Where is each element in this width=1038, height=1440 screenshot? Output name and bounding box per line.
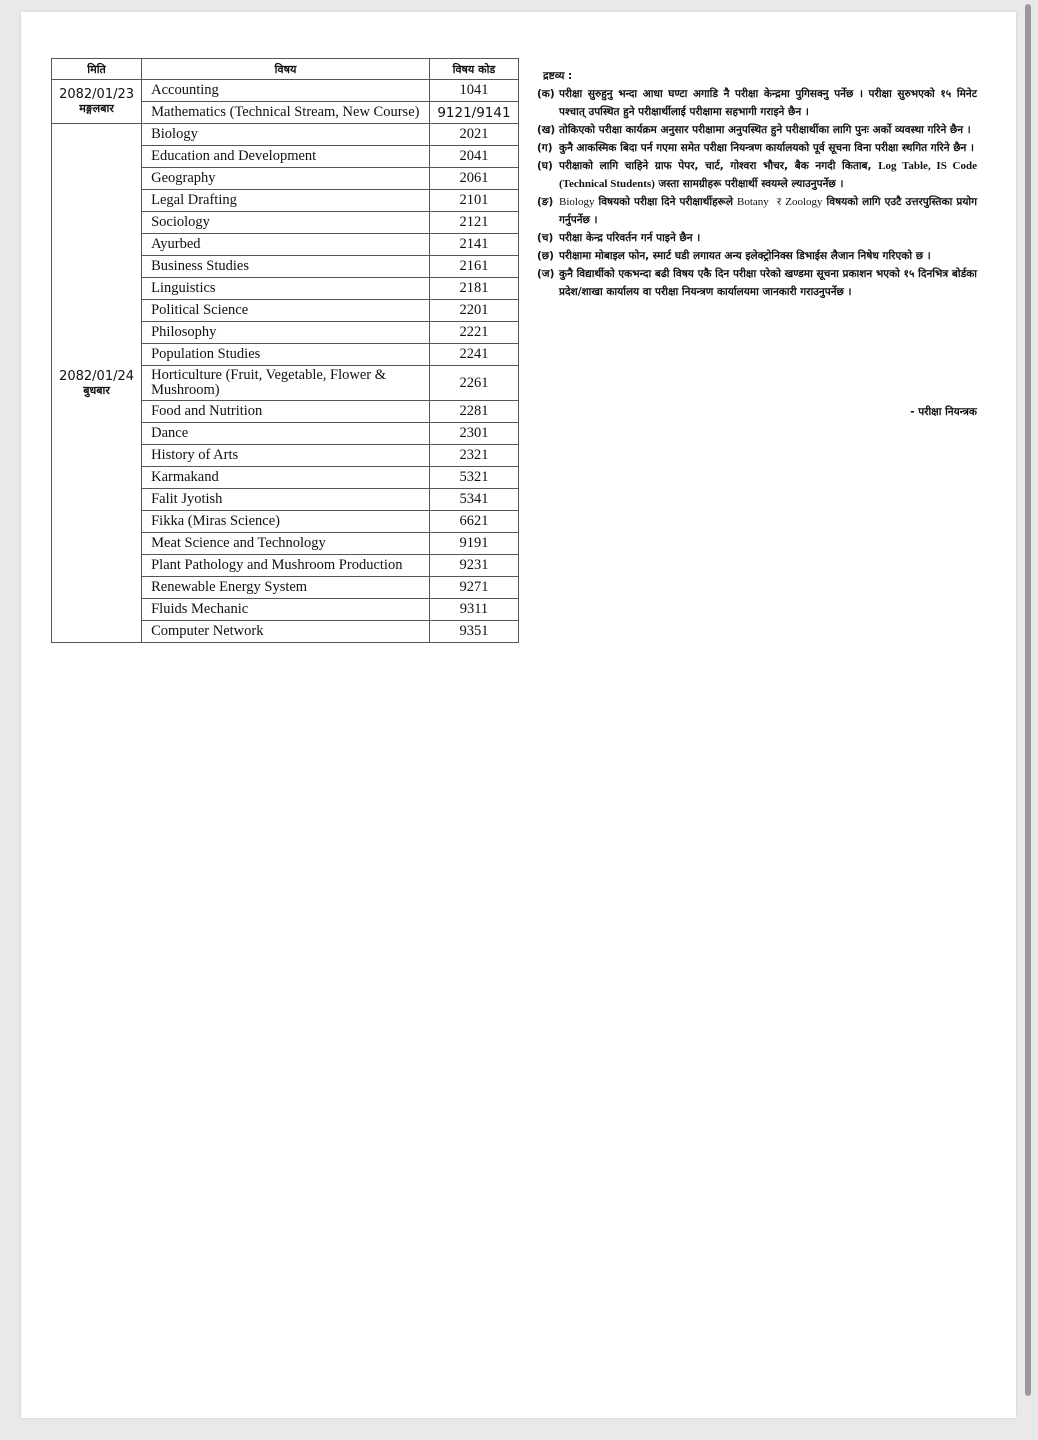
- subject-cell: Karmakand: [142, 467, 430, 489]
- note-item: [537, 85, 977, 121]
- note-text: कुनै विद्यार्थीको एकभन्दा बढी विषय एकै दिन परीक्षा परेको खण्डमा सूचना प्रकाशन भएको १५ दिनभित्र बोर्डका प्रदेश/शाखा कार्यालय वा परीक्षा नियन्त्रण कार्यालयमा जानकारी गराउनुपर्नेछ ।: [559, 268, 977, 298]
- schedule-group-1: [52, 80, 519, 124]
- code-cell: 9351: [429, 621, 518, 643]
- header-code: विषय कोड: [429, 59, 518, 80]
- subject-cell: Population Studies: [142, 344, 430, 366]
- note-item: [537, 139, 977, 157]
- note-text: कुनै आकस्मिक बिदा पर्न गएमा समेत परीक्षा नियन्त्रण कार्यालयको पूर्व सूचना विना परीक्षा स्थगित गरिने छैन ।: [559, 142, 975, 154]
- subject-cell: Meat Science and Technology: [142, 533, 430, 555]
- subject-cell: History of Arts: [142, 445, 430, 467]
- subject-cell: Legal Drafting: [142, 190, 430, 212]
- code-cell: 6621: [429, 511, 518, 533]
- subject-cell: Accounting: [142, 80, 430, 102]
- note-label: (ज): [537, 268, 555, 280]
- note-item: [537, 193, 977, 229]
- subject-cell: Computer Network: [142, 621, 430, 643]
- subject-cell: Business Studies: [142, 256, 430, 278]
- note-label: (घ): [537, 160, 553, 172]
- code-cell: 2141: [429, 234, 518, 256]
- date-cell: [52, 80, 142, 124]
- note-text-botany: Botany: [737, 196, 769, 208]
- note-label: (च): [537, 232, 554, 244]
- day-value: मङ्गलबार: [79, 102, 114, 115]
- code-cell: 5341: [429, 489, 518, 511]
- note-text-part: विषयको परीक्षा दिने परीक्षार्थीहरूले: [598, 196, 733, 208]
- subject-cell: Sociology: [142, 212, 430, 234]
- date-value: 2082/01/23: [59, 87, 135, 102]
- note-item: [537, 265, 977, 301]
- subject-cell: Fikka (Miras Science): [142, 511, 430, 533]
- note-text: [559, 157, 977, 193]
- notes-heading: द्रष्टव्य :: [543, 70, 573, 82]
- subject-cell: Education and Development: [142, 146, 430, 168]
- code-cell: 2281: [429, 401, 518, 423]
- note-text: [559, 193, 977, 229]
- subject-cell: Plant Pathology and Mushroom Production: [142, 555, 430, 577]
- schedule-group-2: [52, 124, 519, 643]
- code-cell: 9121/9141: [429, 102, 518, 124]
- code-cell: 2181: [429, 278, 518, 300]
- note-item: [537, 247, 977, 265]
- note-label: (ग): [537, 142, 553, 154]
- subject-cell: Horticulture (Fruit, Vegetable, Flower & Mushroom): [142, 366, 430, 401]
- note-text-biology: Biology: [559, 196, 595, 208]
- code-cell: 2101: [429, 190, 518, 212]
- code-cell: 9271: [429, 577, 518, 599]
- note-item: [537, 121, 977, 139]
- note-item: [537, 157, 977, 193]
- table-header-row: [52, 59, 519, 80]
- note-text: तोकिएको परीक्षा कार्यक्रम अनुसार परीक्षामा अनुपस्थित हुने परीक्षार्थीका लागि पुनः अर्को व्यवस्था गरिने छैन ।: [559, 124, 971, 136]
- note-text: परीक्षा केन्द्र परिवर्तन गर्न पाइने छैन ।: [559, 232, 701, 244]
- note-label: (क): [537, 88, 555, 100]
- scrollbar[interactable]: [1024, 4, 1032, 1400]
- subject-cell: Linguistics: [142, 278, 430, 300]
- code-cell: 2301: [429, 423, 518, 445]
- subject-cell: Mathematics (Technical Stream, New Course): [142, 102, 430, 124]
- table-row: [52, 80, 519, 102]
- note-label: (ख): [537, 124, 556, 136]
- subject-cell: Falit Jyotish: [142, 489, 430, 511]
- subject-cell: Food and Nutrition: [142, 401, 430, 423]
- code-cell: 2161: [429, 256, 518, 278]
- code-cell: 2261: [429, 366, 518, 401]
- table-row: [52, 124, 519, 146]
- day-value: बुधबार: [83, 383, 110, 397]
- note-text: परीक्षामा मोबाइल फोन, स्मार्ट घडी लगायत अन्य इलेक्ट्रोनिक्स डिभाईस लैजान निषेध गरिएको छ ।: [559, 250, 931, 262]
- code-cell: 2121: [429, 212, 518, 234]
- subject-cell: Political Science: [142, 300, 430, 322]
- note-text-zoology: Zoology: [785, 196, 823, 208]
- code-cell: 2221: [429, 322, 518, 344]
- subject-cell: Renewable Energy System: [142, 577, 430, 599]
- code-cell: 2041: [429, 146, 518, 168]
- subject-cell: Ayurbed: [142, 234, 430, 256]
- code-cell: 2201: [429, 300, 518, 322]
- signature: - परीक्षा नियन्त्रक: [910, 406, 977, 418]
- note-text-part: विषयको लागि एउटै उत्तरपुस्तिका प्रयोग गर्नुपर्नेछ ।: [559, 196, 978, 226]
- header-subject: विषय: [142, 59, 430, 80]
- code-cell: 2321: [429, 445, 518, 467]
- subject-cell: Dance: [142, 423, 430, 445]
- code-cell: 1041: [429, 80, 518, 102]
- code-cell: 2241: [429, 344, 518, 366]
- code-cell: 2021: [429, 124, 518, 146]
- subject-cell: Philosophy: [142, 322, 430, 344]
- note-text-part: जस्ता सामग्रीहरू परीक्षार्थी स्वयम्ले ल्याउनुपर्नेछ ।: [658, 178, 844, 190]
- note-text-and: र: [776, 196, 782, 208]
- note-text: परीक्षा सुरुहुनु भन्दा आधा घण्टा अगाडि नै परीक्षा केन्द्रमा पुगिसक्नु पर्नेछ । परीक्षा सुरुभएको १५ मिनेट पश्चात् उपस्थित हुने परीक्षार्थीलाई परीक्षामा सहभागी गराइने छैन ।: [559, 88, 977, 118]
- subject-cell: Biology: [142, 124, 430, 146]
- header-date: मिति: [52, 59, 142, 80]
- notes-section: [537, 67, 977, 301]
- code-cell: 5321: [429, 467, 518, 489]
- scrollbar-thumb[interactable]: [1025, 4, 1031, 1396]
- note-text-part: परीक्षाको लागि चाहिने ग्राफ पेपर, चार्ट, गोश्वरा भौचर, बैक नगदी किताब,: [559, 160, 872, 172]
- exam-schedule-table: [51, 58, 519, 643]
- date-value: 2082/01/24: [59, 368, 135, 384]
- code-cell: 9231: [429, 555, 518, 577]
- note-text-latin: Log Table, IS Code (Technical Students): [559, 160, 977, 190]
- code-cell: 9191: [429, 533, 518, 555]
- subject-cell: Geography: [142, 168, 430, 190]
- code-cell: 9311: [429, 599, 518, 621]
- note-item: [537, 229, 977, 247]
- subject-cell: Fluids Mechanic: [142, 599, 430, 621]
- note-label: (ङ): [537, 196, 554, 208]
- date-cell: [52, 124, 142, 643]
- code-cell: 2061: [429, 168, 518, 190]
- note-label: (छ): [537, 250, 554, 262]
